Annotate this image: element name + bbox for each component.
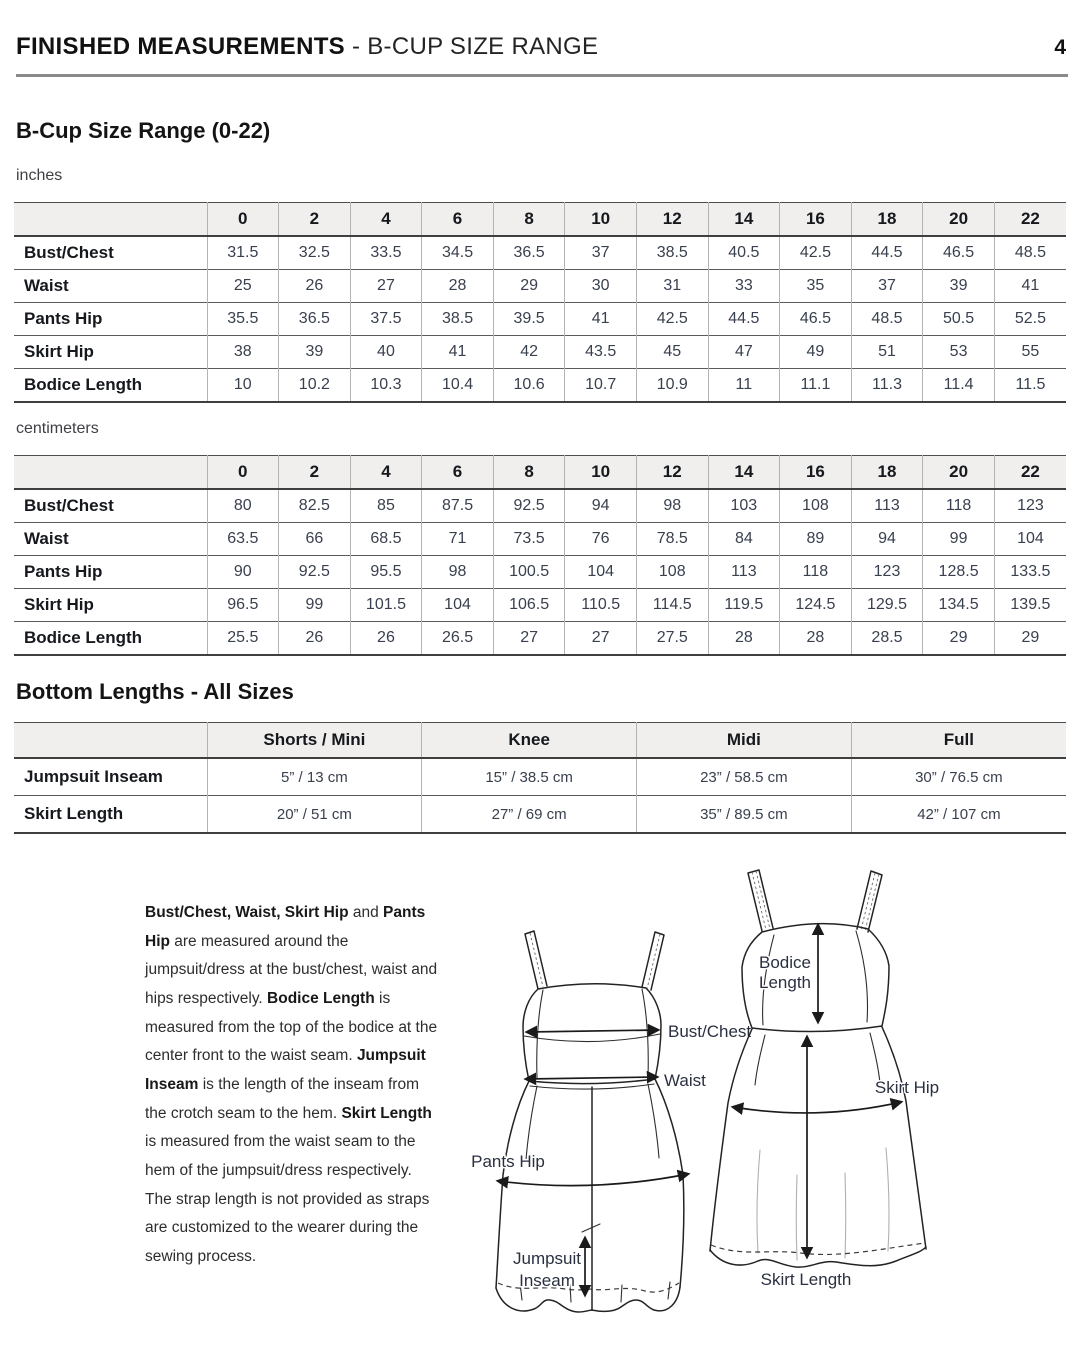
value-cell: 30 [565, 270, 637, 303]
dress-hem-edge [710, 1247, 926, 1267]
row-label: Skirt Length [14, 796, 207, 834]
inches-measurement-table [14, 202, 1066, 403]
value-cell: 87.5 [422, 489, 494, 523]
value-cell: 53 [923, 336, 995, 369]
pants-hip-label: Pants Hip [471, 1152, 545, 1171]
value-cell: 129.5 [851, 589, 923, 622]
value-cell: 118 [780, 556, 852, 589]
column-header: Midi [637, 723, 852, 759]
value-cell: 104 [565, 556, 637, 589]
value-cell: 98 [636, 489, 708, 523]
inches-table-wrap [14, 202, 1066, 403]
value-cell: 29 [994, 622, 1066, 656]
corner-cell [14, 723, 207, 759]
value-cell: 49 [780, 336, 852, 369]
value-cell: 25.5 [207, 622, 279, 656]
bottom-lengths-table [14, 722, 1066, 834]
value-cell: 68.5 [350, 523, 422, 556]
value-cell: 48.5 [851, 303, 923, 336]
bottom-lengths-table-wrap [14, 722, 1066, 834]
description-term: Bodice Length [267, 990, 375, 1008]
value-cell: 11.3 [851, 369, 923, 403]
table-row [14, 369, 1066, 403]
value-cell: 46.5 [780, 303, 852, 336]
jumpsuit-figure [471, 931, 751, 1312]
value-cell: 20” / 51 cm [207, 796, 422, 834]
row-label: Skirt Hip [14, 589, 207, 622]
bottom-lengths-heading: Bottom Lengths - All Sizes [16, 679, 294, 704]
table-row [14, 758, 1066, 796]
value-cell: 113 [851, 489, 923, 523]
jumpsuit-bodice-outline [523, 984, 661, 1084]
value-cell: 42” / 107 cm [851, 796, 1066, 834]
jumpsuit-crotch-mark [582, 1224, 600, 1232]
dress-figure [710, 870, 939, 1289]
value-cell: 31 [636, 270, 708, 303]
value-cell: 85 [350, 489, 422, 523]
skirt-length-label: Skirt Length [760, 1270, 852, 1289]
value-cell: 80 [207, 489, 279, 523]
centimeters-measurement-table [14, 455, 1066, 656]
value-cell: 119.5 [708, 589, 780, 622]
value-cell: 106.5 [493, 589, 565, 622]
jumpsuit-shorts-right-side [655, 1079, 684, 1287]
value-cell: 27” / 69 cm [422, 796, 637, 834]
column-header: Shorts / Mini [207, 723, 422, 759]
jumpsuit-shorts-seam-right [648, 1084, 659, 1158]
value-cell: 39 [279, 336, 351, 369]
value-cell: 98 [422, 556, 494, 589]
value-cell: 42.5 [780, 236, 852, 270]
header-divider [16, 74, 1068, 77]
bodice-length-label-line2: Length [759, 973, 811, 992]
dress-skirt-left-side [710, 1029, 752, 1251]
value-cell: 103 [708, 489, 780, 523]
row-label: Skirt Hip [14, 336, 207, 369]
value-cell: 134.5 [923, 589, 995, 622]
value-cell: 29 [493, 270, 565, 303]
value-cell: 99 [923, 523, 995, 556]
row-label: Bodice Length [14, 369, 207, 403]
table-row [14, 589, 1066, 622]
column-header: 12 [636, 456, 708, 490]
value-cell: 41 [565, 303, 637, 336]
value-cell: 52.5 [994, 303, 1066, 336]
skirt-hip-arrow [733, 1102, 901, 1113]
value-cell: 26 [350, 622, 422, 656]
value-cell: 94 [565, 489, 637, 523]
value-cell: 118 [923, 489, 995, 523]
jumpsuit-bodice-seam-right [642, 989, 648, 1078]
row-label: Jumpsuit Inseam [24, 767, 163, 786]
value-cell: 37.5 [350, 303, 422, 336]
corner-cell [14, 203, 207, 237]
column-header: 18 [851, 203, 923, 237]
column-header: 0 [207, 456, 279, 490]
value-cell: 28 [708, 622, 780, 656]
jumpsuit-bust-seam [524, 1034, 660, 1042]
value-cell: 95.5 [350, 556, 422, 589]
value-cell: 113 [708, 556, 780, 589]
table-header-row [14, 203, 1066, 237]
value-cell: 25 [207, 270, 279, 303]
value-cell: 108 [636, 556, 708, 589]
row-label: Pants Hip [14, 556, 207, 589]
value-cell: 32.5 [279, 236, 351, 270]
value-cell: 55 [994, 336, 1066, 369]
value-cell: 42 [493, 336, 565, 369]
centimeters-label: centimeters [16, 420, 99, 437]
table-header-row [14, 723, 1066, 759]
value-cell: 110.5 [565, 589, 637, 622]
table-row [14, 270, 1066, 303]
value-cell: 10.7 [565, 369, 637, 403]
value-cell: 33 [708, 270, 780, 303]
value-cell: 78.5 [636, 523, 708, 556]
row-label: Waist [14, 270, 207, 303]
jumpsuit-right-strap [642, 932, 664, 990]
skirt-hip-label: Skirt Hip [874, 1078, 940, 1097]
value-cell: 124.5 [780, 589, 852, 622]
value-cell: 26 [279, 270, 351, 303]
value-cell: 41 [422, 336, 494, 369]
value-cell: 27 [565, 622, 637, 656]
value-cell: 73.5 [493, 523, 565, 556]
value-cell: 99 [279, 589, 351, 622]
value-cell: 84 [708, 523, 780, 556]
column-header: 8 [493, 203, 565, 237]
centimeters-table-wrap [14, 455, 1066, 656]
dress-bodice-seam-right [856, 931, 868, 1022]
value-cell: 30” / 76.5 cm [851, 758, 1066, 796]
description-text: is measured from the top of the bodice at the center front to the waist seam. [145, 990, 438, 1065]
value-cell: 36.5 [493, 236, 565, 270]
bust-chest-arrow [527, 1030, 658, 1032]
value-cell: 82.5 [279, 489, 351, 523]
value-cell: 47 [708, 336, 780, 369]
column-header: 10 [565, 456, 637, 490]
value-cell: 128.5 [923, 556, 995, 589]
jumpsuit-inseam-label-line1: Jumpsuit [512, 1249, 582, 1268]
row-label: Pants Hip [14, 303, 207, 336]
column-header: 4 [350, 203, 422, 237]
value-cell: 71 [422, 523, 494, 556]
value-cell: 38 [207, 336, 279, 369]
row-label: Bust/Chest [24, 496, 114, 515]
table-row [14, 236, 1066, 270]
value-cell: 37 [851, 270, 923, 303]
value-cell: 11.1 [780, 369, 852, 403]
column-header: 2 [279, 203, 351, 237]
inches-label: inches [16, 167, 63, 184]
value-cell: 15” / 38.5 cm [422, 758, 637, 796]
value-cell: 35.5 [207, 303, 279, 336]
column-header: 2 [279, 456, 351, 490]
value-cell: 10.3 [350, 369, 422, 403]
page-title [16, 33, 598, 61]
column-header: 18 [851, 456, 923, 490]
value-cell: 104 [994, 523, 1066, 556]
table-header-row [14, 456, 1066, 490]
jumpsuit-hem-edge [496, 1287, 680, 1312]
row-label: Waist [14, 523, 207, 556]
value-cell: 34.5 [422, 236, 494, 270]
jumpsuit-inseam-label-line2: Inseam [519, 1271, 575, 1290]
description-text: and [348, 904, 384, 921]
corner-cell [14, 456, 207, 490]
dress-left-strap [748, 870, 773, 931]
column-header: 22 [994, 203, 1066, 237]
value-cell: 50.5 [923, 303, 995, 336]
size-range-heading: B-Cup Size Range (0-22) [16, 118, 271, 143]
bodice-length-label-line1: Bodice [759, 953, 811, 972]
value-cell: 10 [207, 369, 279, 403]
table-row [14, 796, 1066, 834]
value-cell: 63.5 [207, 523, 279, 556]
value-cell: 10.6 [493, 369, 565, 403]
value-cell: 26 [279, 622, 351, 656]
description-text: is the length of the inseam from the crotch seam to the hem. [145, 1076, 419, 1122]
value-cell: 27 [350, 270, 422, 303]
value-cell: 44.5 [851, 236, 923, 270]
table-row [14, 303, 1066, 336]
value-cell: 39 [923, 270, 995, 303]
table-row [14, 622, 1066, 656]
value-cell: 11.5 [994, 369, 1066, 403]
value-cell: 39.5 [493, 303, 565, 336]
value-cell: 123 [994, 489, 1066, 523]
value-cell: 35 [780, 270, 852, 303]
description-term: Pants Hip [145, 904, 426, 950]
value-cell: 33.5 [350, 236, 422, 270]
table-row [14, 489, 1066, 523]
value-cell: 76 [565, 523, 637, 556]
value-cell: 23” / 58.5 cm [637, 758, 852, 796]
value-cell: 5” / 13 cm [207, 758, 422, 796]
value-cell: 94 [851, 523, 923, 556]
column-header: 20 [923, 456, 995, 490]
row-label: Bodice Length [14, 622, 207, 656]
dress-skirt-folds [757, 1148, 889, 1260]
value-cell: 44.5 [708, 303, 780, 336]
bust-chest-label: Bust/Chest [668, 1022, 752, 1041]
value-cell: 51 [851, 336, 923, 369]
value-cell: 114.5 [636, 589, 708, 622]
value-cell: 38.5 [636, 236, 708, 270]
value-cell: 36.5 [279, 303, 351, 336]
value-cell: 40 [350, 336, 422, 369]
value-cell: 38.5 [422, 303, 494, 336]
column-header: 14 [708, 456, 780, 490]
value-cell: 48.5 [994, 236, 1066, 270]
jumpsuit-bodice-seam-left [537, 990, 543, 1079]
table-row [14, 523, 1066, 556]
value-cell: 43.5 [565, 336, 637, 369]
value-cell: 123 [851, 556, 923, 589]
value-cell: 31.5 [207, 236, 279, 270]
value-cell: 27.5 [636, 622, 708, 656]
value-cell: 89 [780, 523, 852, 556]
column-header: 8 [493, 456, 565, 490]
dress-skirt-seam-left [755, 1035, 765, 1085]
page-title-rest: - B-CUP SIZE RANGE [345, 33, 599, 60]
value-cell: 10.9 [636, 369, 708, 403]
dress-right-strap [857, 871, 882, 932]
jumpsuit-left-strap [525, 931, 547, 989]
value-cell: 104 [422, 589, 494, 622]
page-number: 4 [1054, 36, 1066, 59]
value-cell: 139.5 [994, 589, 1066, 622]
value-cell: 37 [565, 236, 637, 270]
column-header: Full [851, 723, 1066, 759]
value-cell: 28.5 [851, 622, 923, 656]
description-term: Jumpsuit Inseam [145, 1047, 426, 1094]
column-header: 6 [422, 456, 494, 490]
value-cell: 133.5 [994, 556, 1066, 589]
garment-measurement-diagram [440, 855, 1080, 1350]
value-cell: 27 [493, 622, 565, 656]
value-cell: 29 [923, 622, 995, 656]
column-header: 12 [636, 203, 708, 237]
column-header: 0 [207, 203, 279, 237]
dress-hemline-dashed [711, 1243, 925, 1254]
value-cell: 92.5 [493, 489, 565, 523]
value-cell: 66 [279, 523, 351, 556]
column-header: 4 [350, 456, 422, 490]
description-term: Bust/Chest, Waist, Skirt Hip [145, 904, 349, 921]
value-cell: 108 [780, 489, 852, 523]
value-cell: 101.5 [350, 589, 422, 622]
value-cell: 45 [636, 336, 708, 369]
value-cell: 42.5 [636, 303, 708, 336]
column-header: 10 [565, 203, 637, 237]
value-cell: 92.5 [279, 556, 351, 589]
document-header [16, 33, 1066, 61]
column-header: 6 [422, 203, 494, 237]
value-cell: 11 [708, 369, 780, 403]
value-cell: 26.5 [422, 622, 494, 656]
jumpsuit-shorts-seam-left [526, 1086, 537, 1160]
value-cell: 90 [207, 556, 279, 589]
waist-label: Waist [664, 1071, 706, 1090]
page-title-bold: FINISHED MEASUREMENTS [16, 33, 345, 60]
column-header: 20 [923, 203, 995, 237]
value-cell: 35” / 89.5 cm [637, 796, 852, 834]
table-row [14, 556, 1066, 589]
column-header: 22 [994, 456, 1066, 490]
value-cell: 100.5 [493, 556, 565, 589]
value-cell: 28 [780, 622, 852, 656]
description-term: Skirt Length [341, 1104, 432, 1122]
waist-arrow [526, 1077, 657, 1079]
description-text: are measured around the jumpsuit/dress at the bust/chest, waist and hips respectively. [145, 932, 438, 1008]
value-cell: 10.4 [422, 369, 494, 403]
pants-hip-arrow [498, 1174, 688, 1186]
dress-skirt-seam-right [870, 1033, 880, 1083]
value-cell: 41 [994, 270, 1066, 303]
column-header: 16 [780, 203, 852, 237]
column-header: 14 [708, 203, 780, 237]
value-cell: 10.2 [279, 369, 351, 403]
table-row [14, 336, 1066, 369]
description-text: is measured from the waist seam to the hem of the jumpsuit/dress respectively. The strap length is not provided as straps are customized to the wearer during the sewing process. [145, 1133, 430, 1266]
row-label: Bust/Chest [24, 243, 114, 262]
column-header: 16 [780, 456, 852, 490]
value-cell: 40.5 [708, 236, 780, 270]
value-cell: 11.4 [923, 369, 995, 403]
value-cell: 96.5 [207, 589, 279, 622]
measurement-description [145, 899, 440, 1272]
column-header: Knee [422, 723, 637, 759]
value-cell: 46.5 [923, 236, 995, 270]
value-cell: 28 [422, 270, 494, 303]
